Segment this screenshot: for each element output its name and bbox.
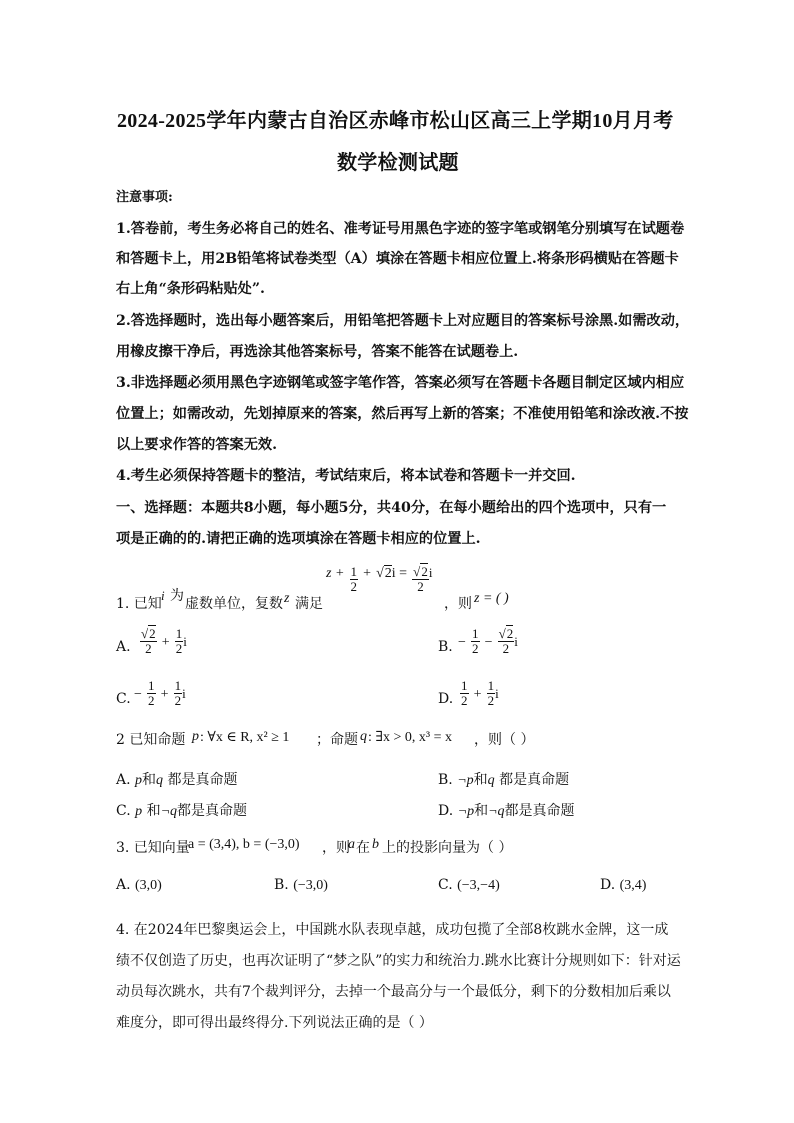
q2-option-A: A. p和q 都是真命题: [116, 772, 238, 788]
note-4: 4.考生必须保持答题卡的整洁，考试结束后，将本试卷和答题卡一并交回.: [116, 468, 576, 484]
q1-option-B: − $\frac{1}{2}$ − $\frac{√2}{2}$ i: [458, 626, 518, 656]
q3-prefix: 3. 已知向量: [116, 840, 190, 856]
note-2-line1: 2.答选择题时，选出每小题答案后，用铅笔把答题卡上对应题目的答案标号涂黑.如需改动，: [116, 313, 690, 329]
q3-option-A: A. (3,0): [116, 877, 162, 893]
section1-line1: 一、选择题：本题共8小题，每小题5分，共40分，在每小题给出的四个选项中，只有一: [116, 500, 667, 516]
q1-satisfy: 满足: [295, 596, 323, 612]
note-1-line2: 和答题卡上，用2B铅笔将试卷类型（A）填涂在答题卡相应位置上.将条形码横贴在答题卡: [116, 251, 679, 267]
section1-line2: 项是正确的的.请把正确的选项填涂在答题卡相应的位置上.: [116, 531, 481, 547]
q3-zai: 在: [356, 840, 370, 856]
q3-end: 上的投影向量为（ ）: [382, 840, 513, 856]
q4-line4: 难度分，即可得出最终得分.下列说法正确的是（ ）: [116, 1015, 433, 1031]
q3-option-D: D. (3,4): [600, 877, 647, 893]
q1-option-D-label: D.: [438, 691, 454, 707]
q2-expr2: : ∃x > 0, x³ = x: [368, 730, 452, 745]
q2-option-C: C. p 和¬q都是真命题: [116, 803, 248, 819]
q2-end: ，则（ ）: [474, 732, 535, 748]
q2-option-D: D. ¬p和¬q都是真命题: [438, 803, 575, 819]
q4-line3: 动员每次跳水，共有7个裁判评分，去掉一个最高分与一个最低分，剩下的分数相加后乘以: [116, 984, 671, 1000]
q1-option-A-label: A.: [116, 639, 131, 655]
q1-equation: z + $\frac{1}{2}$ + √2i = $\frac{√2}{2}$ i: [326, 564, 433, 594]
q2-expr1: : ∀x ∈ R, x² ≥ 1: [200, 730, 290, 745]
q3-a: a: [348, 837, 355, 852]
notes-heading: 注意事项:: [116, 190, 173, 205]
q1-i: i: [161, 588, 165, 603]
q1-z: z: [284, 591, 290, 606]
q1-option-C-label: C.: [116, 691, 131, 707]
q1-option-C: − $\frac{1}{2}$ + $\frac{1}{2}$ i: [134, 678, 186, 708]
note-2-line2: 用橡皮擦干净后，再选涂其他答案标号，答案不能答在试题卷上.: [116, 344, 519, 360]
q1-text: 虚数单位，复数: [185, 596, 283, 612]
note-3-line3: 以上要求作答的答案无效.: [116, 437, 278, 453]
q2-option-B: B. ¬p和q 都是真命题: [438, 772, 570, 788]
q1-option-B-label: B.: [438, 639, 453, 655]
q3-vectors: a = (3,4), b = (−3,0): [188, 837, 300, 852]
q1-wei: 为: [170, 588, 184, 604]
q2-q: q: [360, 729, 367, 744]
q2-mid: ；命题: [316, 732, 358, 748]
q2-p: p: [192, 729, 199, 744]
note-3-line1: 3.非选择题必须用黑色字迹钢笔或签字笔作答，答案必须写在答题卡各题目制定区域内相应: [116, 375, 685, 391]
q1-option-D: $\frac{1}{2}$ + $\frac{1}{2}$ i: [461, 678, 499, 708]
q4-line2: 绩不仅创造了历史，也再次证明了“梦之队”的实力和统治力.跳水比赛计分规则如下：针对运: [116, 953, 681, 969]
q3-option-B: B. (−3,0): [274, 877, 328, 893]
page-title-line2: 数学检测试题: [337, 152, 459, 174]
page-title-line1: 2024-2025学年内蒙古自治区赤峰市松山区高三上学期10月月考: [117, 110, 674, 132]
q1-prefix: 1. 已知: [116, 596, 162, 612]
note-1-line1: 1.答卷前，考生务必将自己的姓名、准考证号用黑色字迹的签字笔或钢笔分别填写在试题卷: [116, 221, 685, 237]
note-3-line2: 位置上；如需改动，先划掉原来的答案，然后再写上新的答案；不准使用铅笔和涂改液.不按: [116, 406, 689, 422]
q3-mid: ，则: [322, 840, 350, 856]
q1-then: ，则: [444, 596, 472, 612]
q1-answer-blank: z = ( ): [474, 591, 509, 606]
q3-b: b: [372, 837, 379, 852]
q3-option-C: C. (−3,−4): [438, 877, 500, 893]
q4-line1: 4. 在2024年巴黎奥运会上，中国跳水队表现卓越，成功包揽了全部8枚跳水金牌，这一成: [116, 922, 669, 938]
q2-prefix: 2 已知命题: [116, 732, 186, 748]
q1-option-A: $\frac{√2}{2}$ + $\frac{1}{2}$ i: [141, 626, 187, 656]
note-1-line3: 右上角“条形码粘贴处”.: [116, 281, 265, 297]
